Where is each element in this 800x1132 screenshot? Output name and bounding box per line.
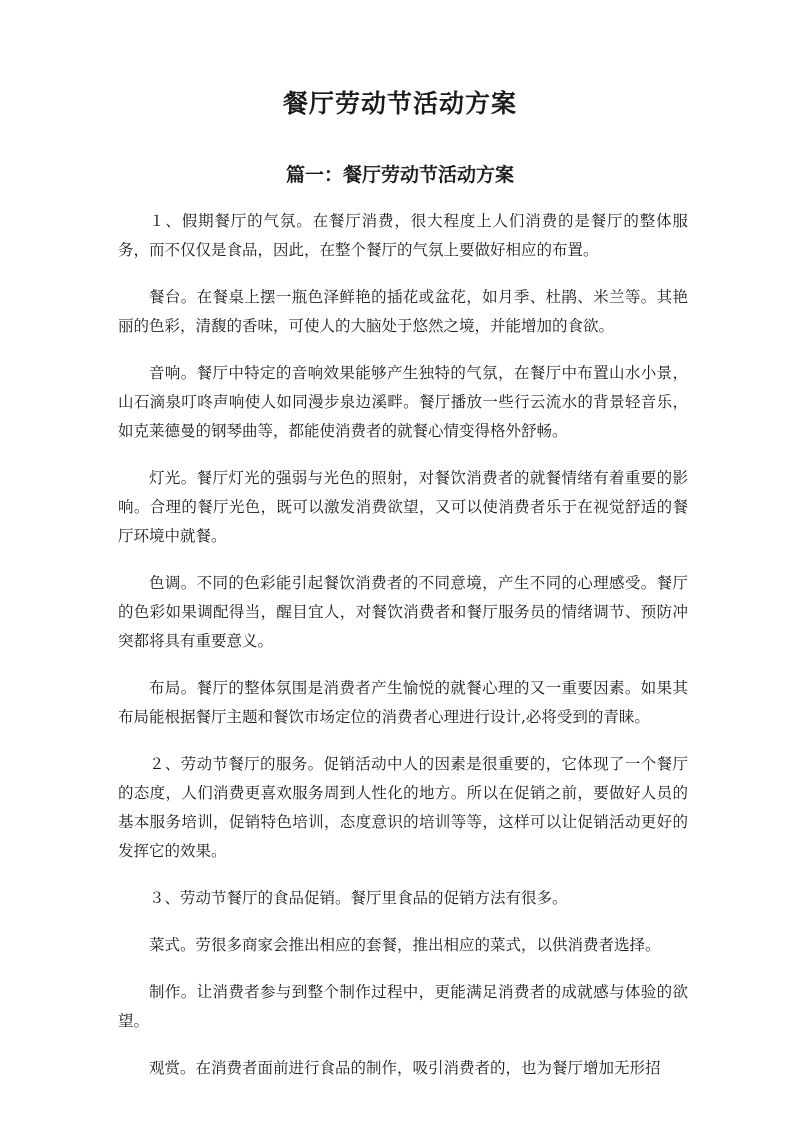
paragraph-lighting: 灯光。餐厅灯光的强弱与光色的照射，对餐饮消费者的就餐情绪有着重要的影响。合理的餐厅光色，既可以激发消费欲望，又可以使消费者乐于在视觉舒适的餐厅环境中就餐。 — [118, 469, 688, 545]
paragraph-making: 制作。让消费者参与到整个制作过程中，更能满足消费者的成就感与体验的欲望。 — [118, 983, 688, 1030]
paragraph-table-setting: 餐台。在餐桌上摆一瓶色泽鲜艳的插花或盆花，如月季、杜鹃、米兰等。其艳丽的色彩，清馥的香味，可使人的大脑处于悠然之境，并能增加的食欲。 — [118, 288, 688, 335]
paragraph-dishes: 菜式。劳很多商家会推出相应的套餐，推出相应的菜式，以供消费者选择。 — [149, 936, 661, 954]
paragraph-food-promotion: ３、劳动节餐厅的食品促销。餐厅里食品的促销方法有很多。 — [149, 889, 568, 907]
section-title: 篇一：餐厅劳动节活动方案 — [285, 164, 514, 186]
paragraph-color-tone: 色调。不同的色彩能引起餐饮消费者的不同意境，产生不同的心理感受。餐厅的色彩如果调配得当，醒目宜人，对餐饮消费者和餐厅服务员的情绪调节、预防冲突都将具有重要意义。 — [118, 574, 688, 650]
paragraph-layout: 布局。餐厅的整体氛围是消费者产生愉悦的就餐心理的又一重要因素。如果其布局能根据餐厅主题和餐饮市场定位的消费者心理进行设计,必将受到的青睐。 — [118, 679, 688, 726]
document-title: 餐厅劳动节活动方案 — [282, 89, 517, 118]
paragraph-viewing: 观赏。在消费者面前进行食品的制作，吸引消费者的，也为餐厅增加无形招 — [149, 1059, 661, 1077]
paragraph-audio: 音响。餐厅中特定的音响效果能够产生独特的气氛，在餐厅中布置山水小景，山石滴泉叮咚声响使人如同漫步泉边溪畔。餐厅播放一些行云流水的背景轻音乐，如克莱德曼的钢琴曲等，都能使消费者的就餐心情变得格外舒畅。 — [118, 364, 688, 440]
document-body — [118, 207, 688, 1101]
paragraph-atmosphere: １、假期餐厅的气氛。在餐厅消费，很大程度上人们消费的是餐厅的整体服务，而不仅仅是食品，因此，在整个餐厅的气氛上要做好相应的布置。 — [118, 212, 688, 259]
paragraph-service: ２、劳动节餐厅的服务。促销活动中人的因素是很重要的，它体现了一个餐厅的态度，人们消费更喜欢服务周到人性化的地方。所以在促销之前，要做好人员的基本服务培训，促销特色培训，态度意识的培训等等，这样可以让促销活动更好的发挥它的效果。 — [118, 755, 688, 860]
